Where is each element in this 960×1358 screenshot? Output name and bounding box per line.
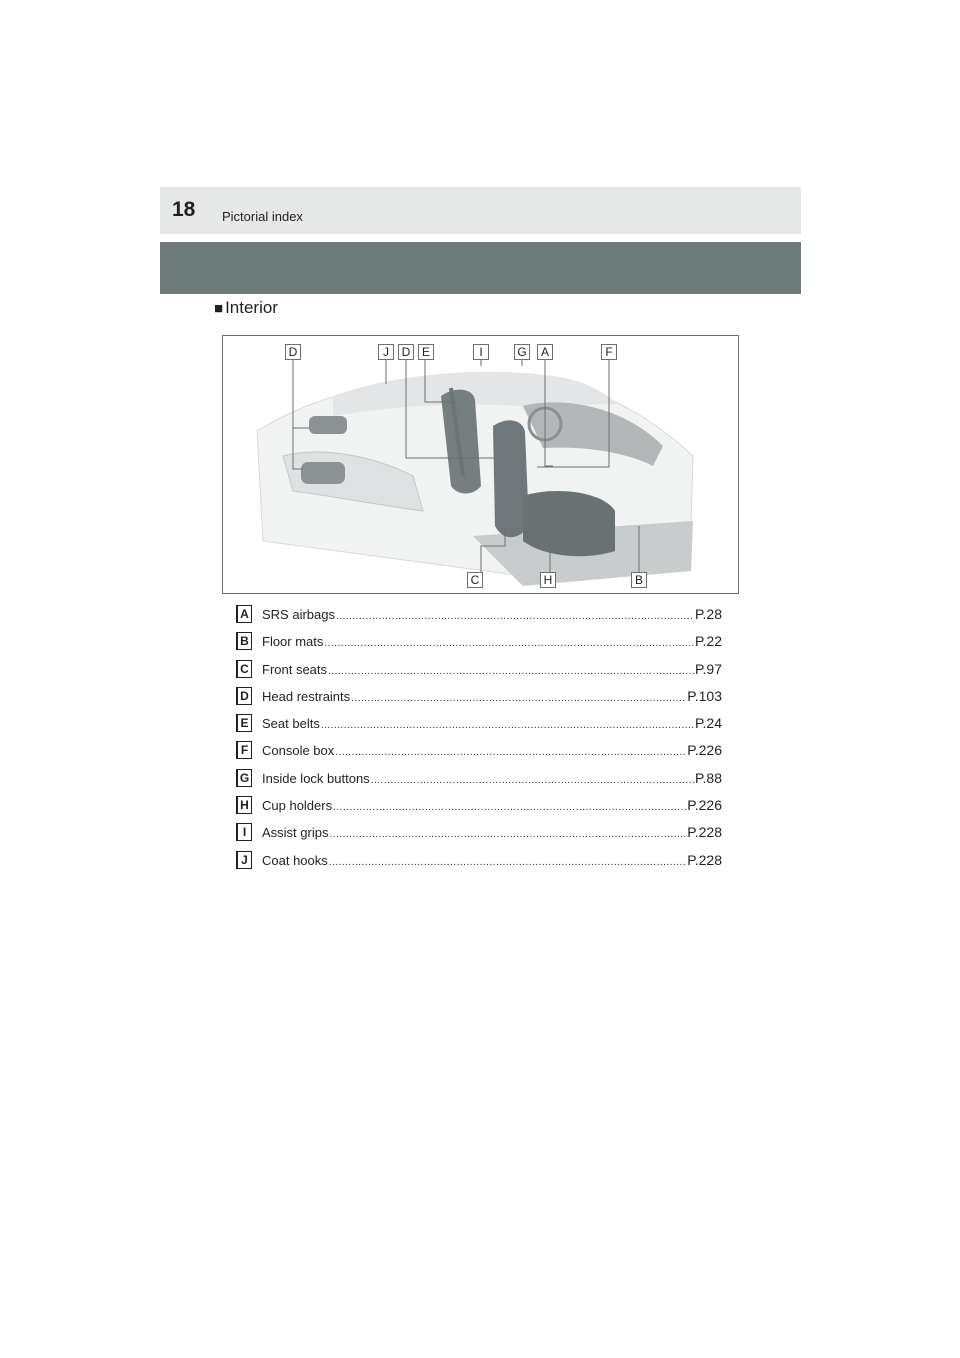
subheading-title: Interior	[225, 298, 278, 317]
dot-leader	[351, 693, 686, 704]
item-page-ref[interactable]: P.226	[687, 742, 722, 759]
callout-h: H	[540, 572, 556, 588]
item-name: Floor mats	[262, 634, 324, 650]
item-name: SRS airbags	[262, 607, 335, 622]
dot-leader	[336, 611, 694, 622]
list-item	[236, 793, 722, 820]
item-page-ref[interactable]: P.97	[695, 660, 722, 677]
item-letter-badge: B	[236, 632, 252, 650]
item-name: Inside lock buttons	[262, 770, 370, 786]
item-page-ref[interactable]: P.88	[695, 769, 722, 786]
subheading	[214, 298, 278, 318]
dot-leader	[335, 747, 686, 758]
item-name: Front seats	[262, 661, 328, 677]
item-name: Assist grips	[262, 825, 329, 841]
item-page-ref[interactable]: P.228	[687, 824, 722, 841]
callout-b: B	[631, 572, 647, 588]
callout-e: E	[418, 344, 434, 360]
dot-leader	[328, 666, 694, 677]
list-item	[236, 657, 722, 684]
item-page-ref[interactable]: P.228	[687, 851, 722, 868]
square-bullet-icon: ■	[214, 300, 224, 317]
list-item	[236, 629, 722, 656]
item-letter-badge: C	[236, 660, 252, 678]
list-item	[236, 766, 722, 793]
callout-c: C	[467, 572, 483, 588]
interior-illustration	[222, 335, 739, 594]
list-item	[236, 602, 722, 629]
callout-d: D	[398, 344, 414, 360]
callout-i: I	[473, 344, 489, 360]
list-item	[236, 684, 722, 711]
dot-leader	[324, 638, 694, 649]
item-letter-badge: G	[236, 769, 252, 787]
item-page-ref[interactable]: P.22	[695, 633, 722, 650]
dot-leader	[329, 857, 686, 868]
item-letter-badge: A	[236, 605, 252, 623]
item-page-ref[interactable]: P.103	[687, 687, 722, 704]
callout-j: J	[378, 344, 394, 360]
item-letter-badge: D	[236, 687, 252, 705]
callout-leaders	[223, 336, 739, 594]
item-name: Seat belts	[262, 716, 320, 732]
item-name: Coat hooks	[262, 852, 328, 868]
item-letter-badge: E	[236, 714, 252, 732]
item-letter-badge: F	[236, 741, 252, 759]
dot-leader	[329, 829, 686, 840]
title-bar	[160, 242, 801, 294]
interior-index-list	[236, 602, 722, 875]
callout-a: A	[537, 344, 553, 360]
item-page-ref[interactable]: P.28	[695, 606, 722, 622]
callout-g: G	[514, 344, 530, 360]
callout-d-left: D	[285, 344, 301, 360]
dot-leader	[333, 802, 686, 813]
list-item	[236, 711, 722, 738]
callout-f: F	[601, 344, 617, 360]
item-page-ref[interactable]: P.226	[687, 797, 722, 814]
item-letter-badge: H	[236, 796, 252, 814]
page-number: 18	[172, 198, 196, 221]
list-item	[236, 738, 722, 765]
item-name: Console box	[262, 743, 335, 759]
item-letter-badge: J	[236, 851, 252, 869]
list-item	[236, 848, 722, 875]
item-name: Head restraints	[262, 688, 351, 704]
list-item	[236, 820, 722, 847]
item-page-ref[interactable]: P.24	[695, 715, 722, 732]
dot-leader	[371, 775, 694, 786]
section-title: Pictorial index	[222, 209, 303, 224]
item-letter-badge: I	[236, 823, 252, 841]
item-name: Cup holders	[262, 798, 333, 814]
dot-leader	[321, 720, 694, 731]
